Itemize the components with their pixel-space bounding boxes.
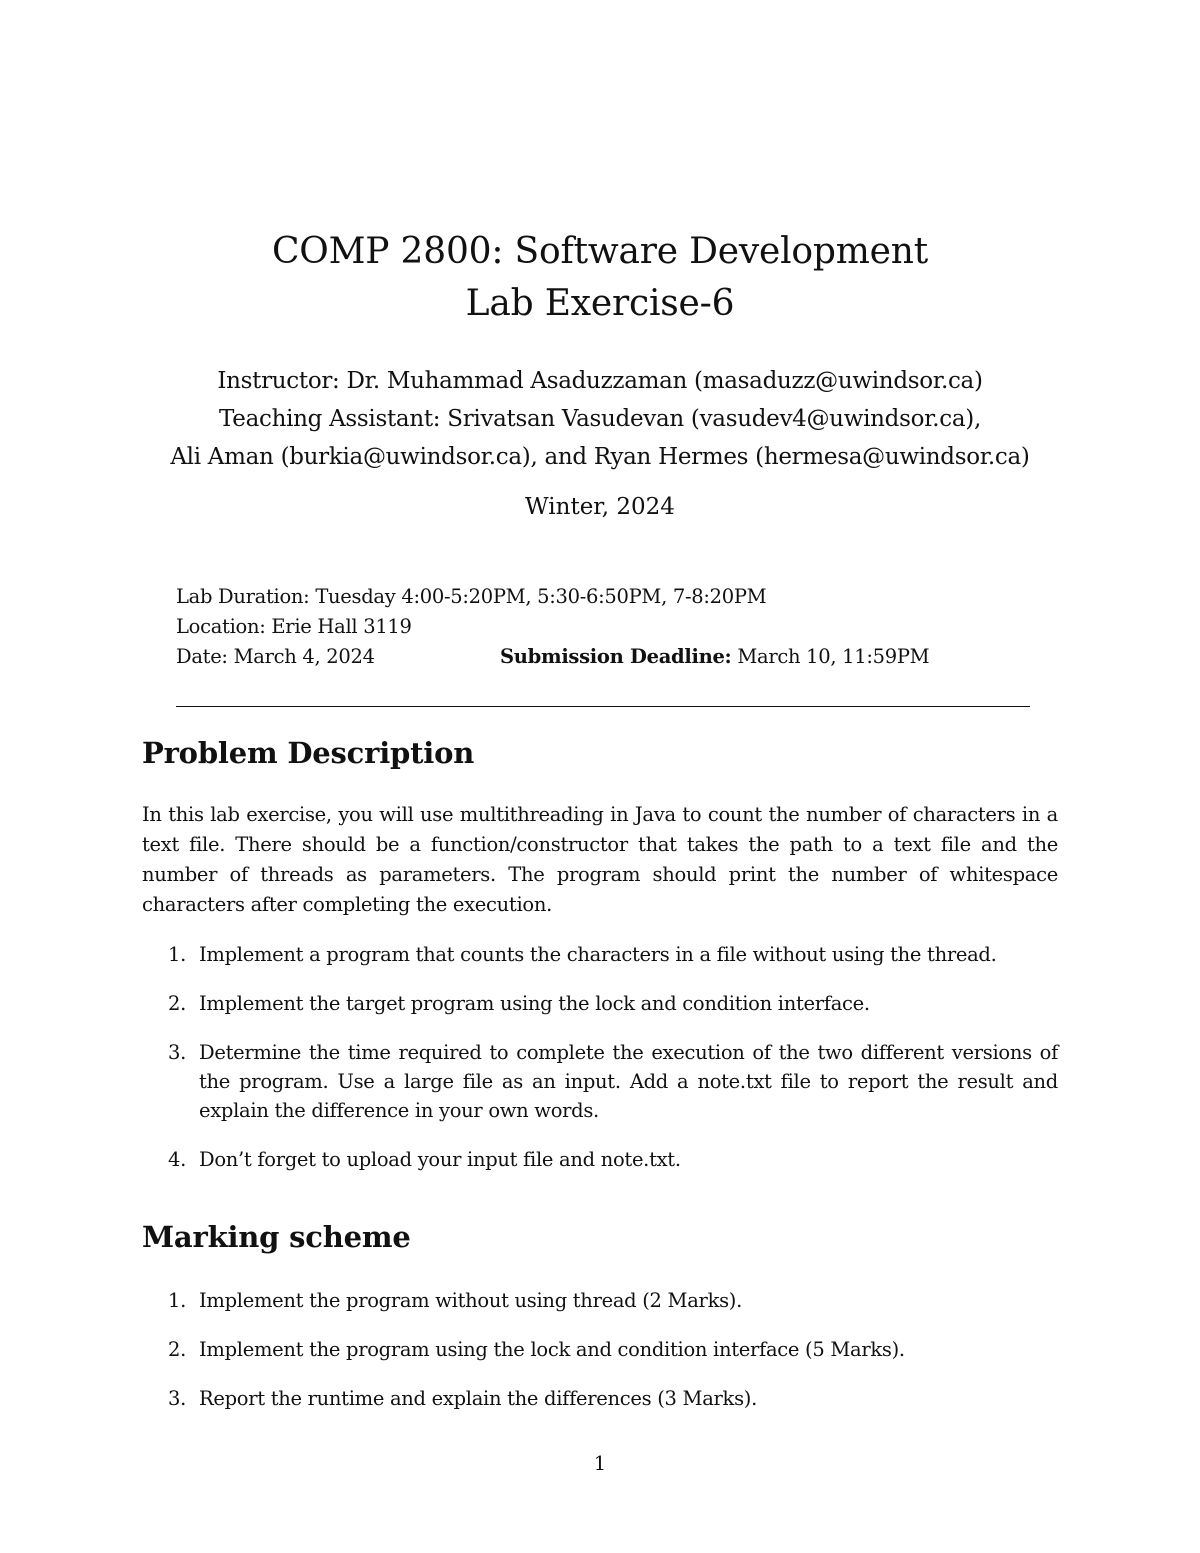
list-item-text: Implement a program that counts the characters in a file without using the thread.: [199, 943, 997, 966]
marking-heading: Marking scheme: [142, 1220, 411, 1254]
list-number: 3.: [168, 1387, 187, 1410]
title-block: [0, 226, 1200, 330]
ta-line-1: Teaching Assistant: Srivatsan Vasudevan (vasudev4@uwindsor.ca),: [219, 406, 981, 432]
problem-task-item: [142, 989, 1058, 1018]
list-item-text: Report the runtime and explain the differences (3 Marks).: [199, 1387, 757, 1410]
problem-task-item: [142, 1038, 1058, 1125]
problem-heading: Problem Description: [142, 736, 475, 770]
submission-deadline: [500, 642, 929, 672]
list-item-text: Implement the program without using thread (2 Marks).: [199, 1289, 742, 1312]
problem-task-item: [142, 940, 1058, 969]
marking-scheme-list: [142, 1286, 1058, 1433]
course-title: COMP 2800: Software Development: [271, 231, 929, 272]
lab-info: [176, 582, 930, 672]
problem-description: In this lab exercise, you will use multithreading in Java to count the number of characters in a text file. There should be a function/constructor that takes the path to a text file and the number of threads as parameters. The program should print the number of whitespace characters after completing the execution.: [142, 803, 1058, 916]
lab-duration: Lab Duration: Tuesday 4:00-5:20PM, 5:30-6:50PM, 7-8:20PM: [176, 585, 767, 608]
list-number: 2.: [168, 1338, 187, 1361]
instructor-line: Instructor: Dr. Muhammad Asaduzzaman (masaduzz@uwindsor.ca): [217, 368, 983, 394]
problem-task-list: [142, 940, 1058, 1194]
term: Winter, 2024: [525, 494, 675, 520]
marking-item: [142, 1286, 1058, 1315]
problem-task-item: [142, 1145, 1058, 1174]
marking-item: [142, 1384, 1058, 1413]
deadline-value: March 10, 11:59PM: [731, 645, 930, 668]
marking-item: [142, 1335, 1058, 1364]
list-item-text: Implement the target program using the lock and condition interface.: [199, 992, 870, 1015]
list-item-text: Implement the program using the lock and condition interface (5 Marks).: [199, 1338, 905, 1361]
page-number: 1: [593, 1452, 607, 1475]
list-number: 3.: [168, 1041, 187, 1064]
lab-title: Lab Exercise-6: [465, 283, 735, 324]
lab-location: Location: Erie Hall 3119: [176, 615, 412, 638]
list-number: 1.: [168, 1289, 187, 1312]
list-number: 4.: [168, 1148, 187, 1171]
list-item-text: Determine the time required to complete the execution of the two different versions of the program. Use a large file as an input. Add a note.txt file to report the result and explain the difference in your own words.: [199, 1041, 1058, 1122]
horizontal-rule: [176, 706, 1030, 707]
date-row: [176, 642, 930, 672]
list-number: 2.: [168, 992, 187, 1015]
list-item-text: Don’t forget to upload your input file and note.txt.: [199, 1148, 681, 1171]
ta-line-2: Ali Aman (burkia@uwindsor.ca), and Ryan Hermes (hermesa@uwindsor.ca): [170, 444, 1030, 470]
authors-block: [0, 362, 1200, 476]
lab-date: Date: March 4, 2024: [176, 645, 375, 668]
deadline-label: Submission Deadline:: [500, 645, 732, 668]
list-number: 1.: [168, 943, 187, 966]
